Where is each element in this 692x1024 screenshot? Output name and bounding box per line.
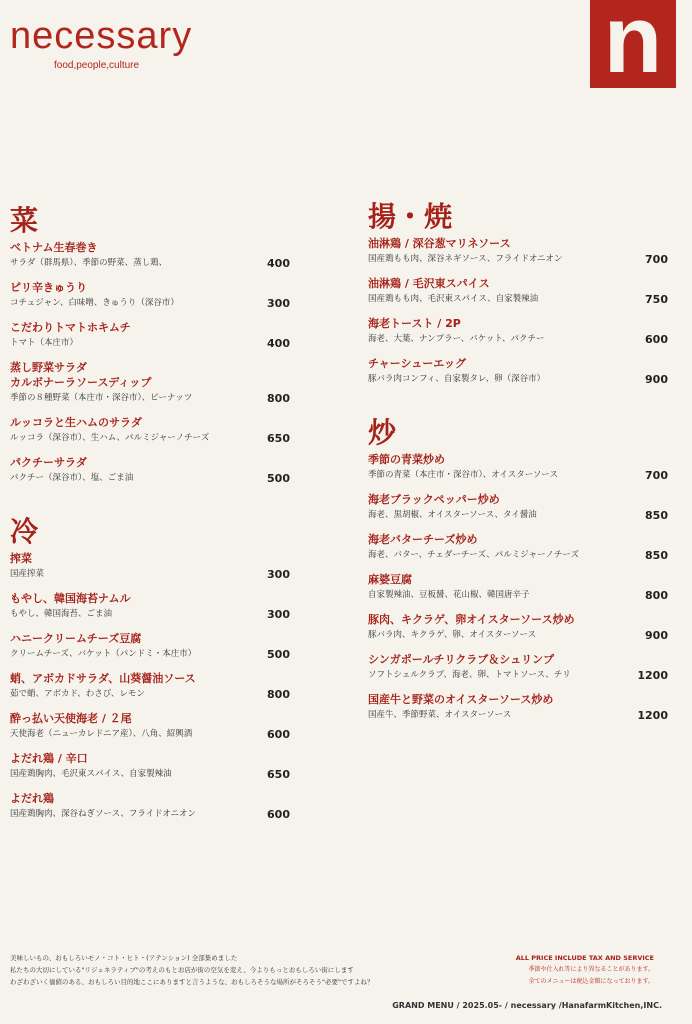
menu-item-name: ルッコラと生ハムのサラダ <box>10 416 142 429</box>
menu-item <box>10 551 290 581</box>
menu-item <box>368 276 668 306</box>
section-itame-items <box>368 452 668 722</box>
menu-item-description: 自家製辣油、豆板醤、花山椒、韓国唐辛子 <box>368 590 530 600</box>
menu-item-price: 700 <box>645 253 668 266</box>
footer-note <box>10 952 470 988</box>
menu-item-price: 800 <box>267 392 290 405</box>
menu-item-price: 600 <box>267 808 290 821</box>
menu-item-name: ベトナム生春巻き <box>10 241 98 254</box>
section-title-sai: 菜 <box>10 204 39 237</box>
menu-item-price: 600 <box>267 728 290 741</box>
menu-item-description: ソフトシェルクラブ、海老、卵、トマトソース、チリ <box>368 670 571 680</box>
menu-item-name: 酔っ払い天使海老 / ２尾 <box>10 712 132 725</box>
menu-item <box>10 751 290 781</box>
menu-item-price: 300 <box>267 568 290 581</box>
menu-item-description: 豚バラ肉、キクラゲ、卵、オイスターソース <box>368 630 537 640</box>
menu-item-description: クリームチーズ、バケット（パンドミ・本庄市） <box>10 649 197 659</box>
menu-item <box>368 652 668 682</box>
section-title-rei: 冷 <box>10 515 39 548</box>
menu-item-price: 750 <box>645 293 668 306</box>
section-age-items <box>368 236 668 386</box>
menu-item-name: 蒸し野菜サラダ カルボナーラソースディップ <box>10 361 152 389</box>
menu-item <box>10 591 290 621</box>
menu-item-name: 蛸、アボカドサラダ、山葵醤油ソース <box>10 672 196 685</box>
menu-item-description: 海老、大葉、ナンプラー、バケット、パクチー <box>368 334 545 344</box>
menu-item <box>10 671 290 701</box>
menu-item <box>368 532 668 562</box>
menu-item-description: 季節の８種野菜（本庄市・深谷市）、ピーナッツ <box>10 393 193 403</box>
menu-item-description: 豚バラ肉コンフィ、自家製タレ、卵（深谷市） <box>368 374 546 384</box>
menu-item-name: パクチーサラダ <box>10 456 87 469</box>
menu-item-name: 麻婆豆腐 <box>368 573 412 586</box>
brand-tagline: food,people,culture <box>54 60 140 71</box>
menu-item <box>368 572 668 602</box>
menu-item-price: 900 <box>645 629 668 642</box>
menu-item-price: 900 <box>645 373 668 386</box>
menu-item <box>368 316 668 346</box>
brand-name: necessary <box>10 15 193 57</box>
menu-item-description: 国産鶏もも肉、深谷ネギソース、フライドオニオン <box>368 254 563 264</box>
menu-item-price: 850 <box>645 509 668 522</box>
menu-item-description: 国産鶏胸肉、深谷ねぎソース、フライドオニオン <box>10 809 196 819</box>
menu-item <box>10 631 290 661</box>
menu-item <box>10 455 290 485</box>
menu-item-name: チャーシューエッグ <box>368 357 467 370</box>
tax-heading: ALL PRICE INCLUDE TAX AND SERVICE <box>515 954 654 962</box>
menu-item-name: 油淋鶏 / 毛沢東スパイス <box>368 277 490 290</box>
footer-note-line: 私たちの大切にしている"リジェネラティブ"の考えのもとお店が街の空気を変え、今よりもっとおもしろい街にします <box>10 966 354 974</box>
menu-item-description: 茹で蛸、アボカド、わさび、レモン <box>10 689 145 699</box>
menu-item <box>10 791 290 821</box>
menu-item-name: 海老トースト / 2P <box>368 317 461 330</box>
menu-item <box>10 280 290 310</box>
tax-line: 季節や仕入れ等により異なることがあります。 <box>528 966 654 973</box>
menu-item-description: 天使海老（ニューカレドニア産）、八角、紹興酒 <box>10 729 193 739</box>
menu-item-description: コチュジャン、白味噌、きゅうり（深谷市） <box>10 298 179 308</box>
menu-item-price: 1200 <box>637 669 668 682</box>
menu-item-description: 国産牛、季節野菜、オイスターソース <box>368 710 512 720</box>
menu-item <box>368 236 668 266</box>
menu-item-price: 600 <box>645 333 668 346</box>
menu-item-price: 1200 <box>637 709 668 722</box>
footer-note-line: わざわざいく価値のある、おもしろい目的地ここにありますと言うような、おもしろそうな場所がそろそう"必要"ですよね？ <box>10 978 374 986</box>
menu-item <box>368 492 668 522</box>
menu-item-name: よだれ鶏 / 辛口 <box>10 752 88 765</box>
menu-item-description: もやし、韓国海苔、ごま油 <box>10 609 113 619</box>
section-sai-items <box>10 240 290 485</box>
menu-item <box>10 240 290 270</box>
menu-item-description: 海老、バター、チェダーチーズ、パルミジャーノチーズ <box>368 550 579 560</box>
footer-note-line: 美味しいもの、おもしろいモノ・コト・ヒト・(アテンション) 全部集めました <box>10 954 238 962</box>
menu-item-name: 豚肉、キクラゲ、卵オイスターソース炒め <box>368 613 575 626</box>
menu-item-price: 850 <box>645 549 668 562</box>
section-rei-items <box>10 551 290 821</box>
menu-item-name: こだわりトマトホキムチ <box>10 321 131 334</box>
right-column <box>368 200 668 732</box>
menu-credit: GRAND MENU / 2025.05- / necessary /HanafarmKitchen,INC. <box>392 1001 662 1010</box>
menu-item-price: 700 <box>645 469 668 482</box>
menu-item-description: 国産鶏もも肉、毛沢東スパイス、自家製辣油 <box>368 294 539 304</box>
menu-item-description: 季節の青菜（本庄市・深谷市）、オイスターソース <box>368 470 558 480</box>
menu-item-name: よだれ鶏 <box>10 792 54 805</box>
brand-logo: n <box>590 0 676 88</box>
menu-item <box>10 415 290 445</box>
menu-item-price: 800 <box>645 589 668 602</box>
menu-item <box>10 320 290 350</box>
menu-item <box>10 360 290 405</box>
menu-item-description: サラダ（群馬県）、季節の野菜、蒸し鶏、 <box>10 258 168 268</box>
section-title-itame: 炒 <box>368 416 397 449</box>
left-column <box>10 204 290 831</box>
tax-notice <box>516 952 654 988</box>
menu-item-name: 油淋鶏 / 深谷葱マリネソース <box>368 237 511 250</box>
menu-item-name: シンガポールチリクラブ＆シュリンプ <box>368 653 555 666</box>
menu-item-name: 海老ブラックペッパー炒め <box>368 493 500 506</box>
menu-item-price: 500 <box>267 648 290 661</box>
menu-item-name: 季節の青菜炒め <box>368 453 445 466</box>
menu-item <box>368 692 668 722</box>
menu-item-name: もやし、韓国海苔ナムル <box>10 592 131 605</box>
menu-item-description: パクチー（深谷市）、塩、ごま油 <box>10 473 134 483</box>
menu-item-name: 搾菜 <box>10 552 32 565</box>
menu-item-description: 国産搾菜 <box>10 569 45 579</box>
menu-item-price: 650 <box>267 768 290 781</box>
menu-item <box>10 711 290 741</box>
menu-item-price: 800 <box>267 688 290 701</box>
menu-item-price: 300 <box>267 297 290 310</box>
menu-item-name: ハニークリームチーズ豆腐 <box>10 632 142 645</box>
menu-item-price: 400 <box>267 257 290 270</box>
menu-item-name: 海老バターチーズ炒め <box>368 533 478 546</box>
menu-item-price: 500 <box>267 472 290 485</box>
menu-item <box>368 612 668 642</box>
menu-item-name: ピリ辛きゅうり <box>10 281 87 294</box>
menu-item-price: 650 <box>267 432 290 445</box>
menu-item-name: 国産牛と野菜のオイスターソース炒め <box>368 693 554 706</box>
menu-item-description: ルッコラ（深谷市）、生ハム、パルミジャーノチーズ <box>10 433 210 443</box>
menu-item-description: トマト（本庄市） <box>10 338 79 348</box>
menu-item-description: 国産鶏胸肉、毛沢東スパイス、自家製辣油 <box>10 769 172 779</box>
tax-line: 全てのメニューは税込金額になっております。 <box>528 978 654 985</box>
menu-item-description: 海老、黒胡椒、オイスターソース、タイ醤油 <box>368 510 537 520</box>
menu-item-price: 300 <box>267 608 290 621</box>
section-title-age: 揚・焼 <box>368 200 453 233</box>
menu-item-price: 400 <box>267 337 290 350</box>
menu-item <box>368 452 668 482</box>
menu-item <box>368 356 668 386</box>
brand <box>10 14 192 71</box>
